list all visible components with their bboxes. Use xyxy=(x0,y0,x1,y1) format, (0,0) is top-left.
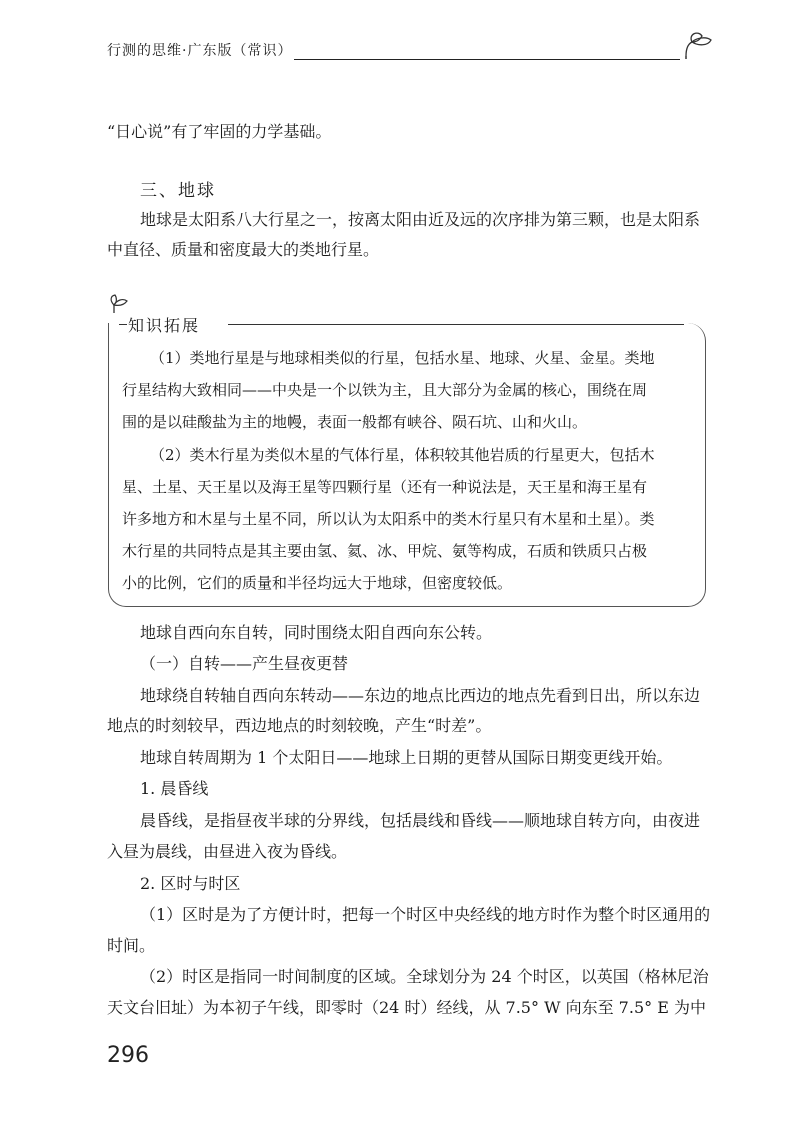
paragraph-line: 时间。 xyxy=(107,936,156,955)
paragraph-line: 天文台旧址）为本初子午线，即零时（24 时）经线，从 7.5° W 向东至 7.5° E 为中 xyxy=(107,998,706,1017)
numbered-heading: 2. 区时与时区 xyxy=(140,874,241,893)
sprout-icon xyxy=(678,26,714,62)
paragraph-line: 地球自转周期为 1 个太阳日——地球上日期的更替从国际日期变更线开始。 xyxy=(140,748,673,767)
knowledge-box-line: 木行星的共同特点是其主要由氢、氦、冰、甲烷、氨等构成，石质和铁质只占极 xyxy=(122,542,648,560)
knowledge-box-line: （1）类地行星是与地球相类似的行星，包括水星、地球、火星、金星。类地 xyxy=(150,349,655,367)
knowledge-box-line: 许多地方和木星与土星不同，所以认为太阳系中的类木行星只有木星和土星）。类 xyxy=(122,510,655,528)
page-number: 296 xyxy=(107,1043,149,1068)
sprout-icon xyxy=(108,291,130,315)
knowledge-box-line: 行星结构大致相同——中央是一个以铁为主，且大部分为金属的核心，围绕在周 xyxy=(122,381,648,399)
knowledge-box-line: （2）类木行星为类似木星的气体行星，体积较其他岩质的行星更大，包括木 xyxy=(150,446,655,464)
paragraph-line: “日心说”有了牢固的力学基础。 xyxy=(107,122,332,141)
section-heading: 三、地球 xyxy=(140,181,216,201)
paragraph-line: 地点的时刻较早，西边地点的时刻较晚，产生“时差”。 xyxy=(107,716,492,735)
header-rule xyxy=(294,59,680,60)
paragraph-line: （1）区时是为了方便计时，把每一个时区中央经线的地方时作为整个时区通用的 xyxy=(140,905,711,924)
paragraph-line: 晨昏线，是指昼夜半球的分界线，包括晨线和昏线——顺地球自转方向，由夜进 xyxy=(140,811,701,830)
paragraph-line: （2）时区是指同一时间制度的区域。全球划分为 24 个时区，以英国（格林尼治 xyxy=(140,967,709,986)
paragraph-line: 地球自西向东自转，同时围绕太阳自西向东公转。 xyxy=(140,623,493,642)
paragraph-line: 地球绕自转轴自西向东转动——东边的地点比西边的地点先看到日出，所以东边 xyxy=(140,686,701,705)
numbered-heading: 1. 晨昏线 xyxy=(140,779,209,798)
knowledge-box-label: 知识拓展 xyxy=(128,316,201,335)
running-header-title: 行测的思维·广东版（常识） xyxy=(107,43,293,59)
knowledge-box-line: 围的是以硅酸盐为主的地幔，表面一般都有峡谷、陨石坑、山和火山。 xyxy=(122,413,588,431)
knowledge-box-line: 小的比例，它们的质量和半径均远大于地球，但密度较低。 xyxy=(122,574,513,592)
paragraph-line: 中直径、质量和密度最大的类地行星。 xyxy=(107,240,380,259)
knowledge-box-line: 星、土星、天王星以及海王星等四颗行星（还有一种说法是，天王星和海王星有 xyxy=(122,478,648,496)
paragraph-line: 地球是太阳系八大行星之一，按离太阳由近及远的次序排为第三颗，也是太阳系 xyxy=(140,210,701,229)
paragraph-line: 入昼为晨线，由昼进入夜为昏线。 xyxy=(107,842,348,861)
subsection-heading: （一）自转——产生昼夜更替 xyxy=(140,654,349,673)
